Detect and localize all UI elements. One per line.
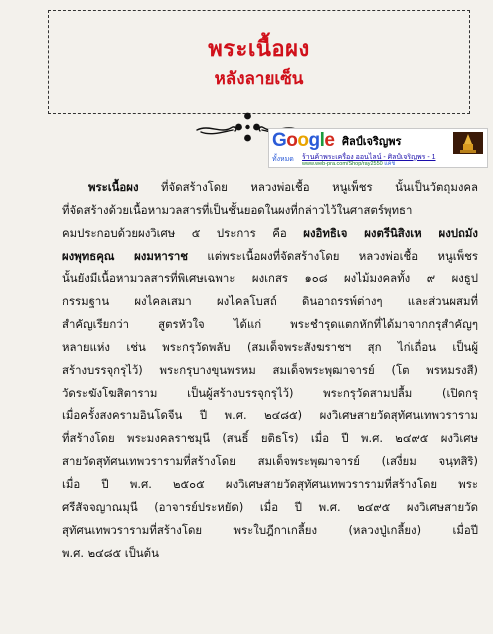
cache-link[interactable]: แคช (384, 161, 396, 167)
all-results-link[interactable]: ทั้งหมด (272, 156, 294, 163)
page-subtitle: หลังลายเซ็น (214, 69, 304, 89)
text-line (62, 450, 478, 473)
body-paragraph (62, 176, 478, 564)
search-result-link[interactable]: ร้านค้าพระเครื่อง ออนไลน์ - ศิลป์เจริญพร - 1 (302, 154, 436, 161)
text-line (62, 245, 478, 268)
text-line (62, 313, 478, 336)
search-result-url: www.web-pra.com/Shop/ray2550 แคช (302, 161, 396, 167)
title-box (48, 10, 470, 114)
google-logo: Google (272, 130, 335, 151)
search-query-title: ศิลป์เจริญพร (342, 136, 402, 148)
text-run: วัดระฆังโฆสิตาราม เป็นผู้สร้างบรรจุกรุไว้) พระกรุวัดสามปลื้ม (เปิดกรุ (62, 385, 478, 400)
text-run: หลายแห่ง เช่น พระกรุวัดพลับ (สมเด็จพระสังฆราชฯ สุก ไก่เถื่อน เป็นผู้ (62, 339, 478, 354)
text-line (62, 222, 478, 245)
text-run: สำคัญเรียกว่า สูตรหัวใจ ได้แก่ พระชำรุดแตกหักที่ได้มาจากกรุสำคัญๆ (62, 317, 478, 332)
text-line (62, 267, 478, 290)
emphasis-text: ผงอิทธิเจ ผงตรีนิสิงเห ผงปถมัง (303, 225, 478, 240)
text-line (62, 176, 478, 199)
text-run: แต่พระเนื้อผงที่จัดสร้างโดย หลวงพ่อเชื้อ หนูเพ็ชร (188, 248, 478, 263)
text-line (62, 473, 478, 496)
text-run: เมื่อครั้งสงครามอินโดจีน ปี พ.ศ. ๒๔๘๕) ผงวิเศษสายวัดสุทัศนเทพวราราม (62, 408, 478, 423)
text-line (62, 496, 478, 519)
text-run: ศรีสัจจญาณมุนี (อาจารย์ประหยัด) เมื่อ ปี พ.ศ. ๒๔๙๕ ผงวิเศษสายวัด (62, 499, 478, 514)
search-result-widget[interactable] (268, 128, 488, 168)
text-run: สายวัดสุทัศนเทพวรารามที่สร้างโดย สมเด็จพระพุฒาจารย์ (เสงี่ยม จนฺทสิริ) (62, 454, 478, 469)
text-line (62, 382, 478, 405)
text-run: กรรมฐาน ผงไคลเสมา ผงไคลโบสถ์ ดินอาถรรพ์ต่างๆ และส่วนผสมที่ (62, 294, 478, 309)
text-line (62, 199, 478, 222)
text-run: ที่สร้างโดย พระมงคลราชมุนี (สนธิ์ ยติธโร) เมื่อ ปี พ.ศ. ๒๔๙๕ ผงวิเศษ (62, 431, 478, 446)
text-line (62, 290, 478, 313)
text-run: พ.ศ. ๒๔๘๕ เป็นต้น (62, 545, 159, 560)
emphasis-text: พระเนื้อผง (88, 180, 139, 194)
text-line (62, 336, 478, 359)
text-run: คมประกอบด้วยผงวิเศษ ๕ ประการ คือ (62, 225, 304, 240)
temple-thumbnail-icon (453, 132, 483, 154)
page-title: พระเนื้อผง (208, 36, 310, 62)
emphasis-text: ผงพุทธคุณ ผงมหาราช (62, 248, 189, 263)
text-line (62, 519, 478, 542)
text-run: ที่จัดสร้างโดย หลวงพ่อเชื้อ หนูเพ็ชร นั้นเป็นวัตถุมงคล (138, 180, 478, 194)
text-line (62, 404, 478, 427)
text-line (62, 359, 478, 382)
text-line (62, 427, 478, 450)
text-line (62, 542, 478, 565)
text-run: เมื่อ ปี พ.ศ. ๒๕๐๕ ผงวิเศษสายวัดสุทัศนเทพวรารามที่สร้างโดย พระ (62, 476, 478, 491)
text-run: นั้นยังมีเนื้อหามวลสารที่พิเศษเฉพาะ ผงเกสร ๑๐๘ ผงไม้มงคลทั้ง ๙ ผงธูป (62, 271, 478, 286)
text-run: ที่จัดสร้างด้วยเนื้อหามวลสารที่เป็นชั้นยอดในผงที่กล่าวไว้ในศาสตร์พุทธา (62, 202, 413, 217)
text-run: สุทัศนเทพวรารามที่สร้างโดย พระใบฎีกาเกลี้ยง (หลวงปู่เกลี้ยง) เมื่อปี (62, 522, 478, 537)
text-run: สร้างบรรจุกรุไว้) พระกรุบางขุนพรหม สมเด็จพระพุฒาจารย์ (โต พรหมรงสี) (62, 362, 478, 377)
